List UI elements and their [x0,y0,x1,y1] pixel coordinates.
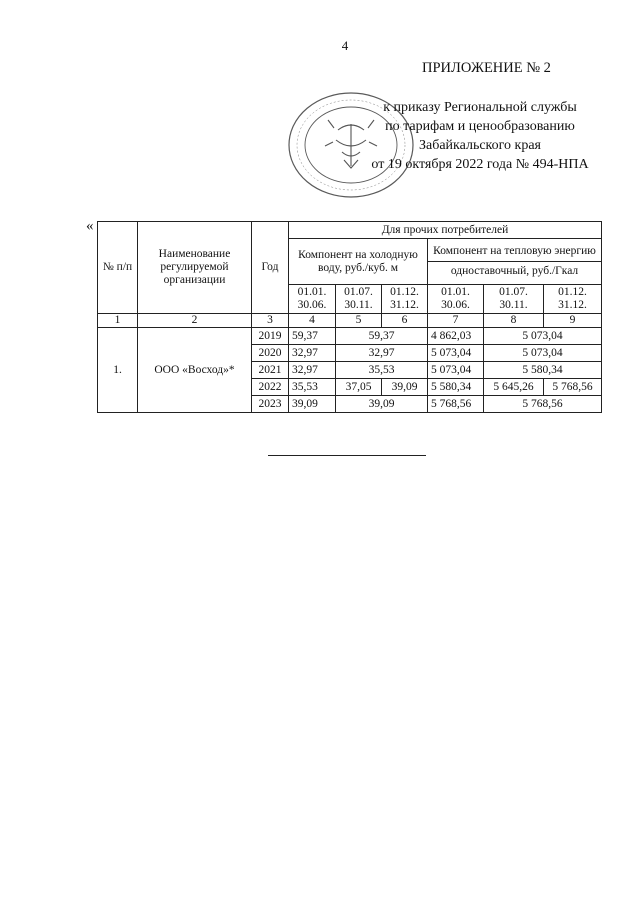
heat-value: 5 768,56 [544,379,602,396]
column-number: 7 [428,314,484,328]
tariff-table [97,221,602,413]
appendix-title: ПРИЛОЖЕНИЕ № 2 [422,60,551,76]
cold-water-value: 39,09 [336,396,428,413]
column-number: 6 [382,314,428,328]
cold-water-value: 32,97 [289,345,336,362]
heat-value: 5 768,56 [428,396,484,413]
column-number: 5 [336,314,382,328]
header-organization: Наименование регулируемой организации [138,222,252,314]
cold-water-value: 37,05 [336,379,382,396]
year-cell: 2021 [252,362,289,379]
header-heat-unit: одноставочный, руб./Гкал [450,265,579,277]
heat-value: 5 073,04 [428,345,484,362]
column-number: 8 [484,314,544,328]
column-number: 9 [544,314,602,328]
cold-water-value: 35,53 [289,379,336,396]
header-cold-water: Компонент на холодную воду, руб./куб. м [289,239,428,285]
heat-value: 5 073,04 [428,362,484,379]
cold-water-value: 32,97 [336,345,428,362]
column-number: 4 [289,314,336,328]
cold-water-value: 35,53 [336,362,428,379]
heat-value: 5 073,04 [484,328,602,345]
closing-rule [268,455,426,456]
table-row [98,328,602,345]
column-number-row [98,314,602,328]
year-cell: 2020 [252,345,289,362]
order-line: по тарифам и ценообразованию [385,119,575,134]
period-cell: 01.12. 31.12. [544,285,602,314]
period-cell: 01.12. 31.12. [382,285,428,314]
header-heat-title: Компонент на тепловую энергию [428,243,601,262]
heat-value: 5 645,26 [484,379,544,396]
heat-value: 5 580,34 [428,379,484,396]
header-num: № п/п [98,222,138,314]
heat-value: 4 862,03 [428,328,484,345]
order-line: к приказу Региональной службы [383,100,577,115]
organization-name: ООО «Восход»* [138,328,252,413]
cold-water-value: 59,37 [336,328,428,345]
column-number: 3 [252,314,289,328]
period-cell: 01.01. 30.06. [428,285,484,314]
page-number: 4 [341,38,349,53]
year-cell: 2023 [252,396,289,413]
heat-value: 5 073,04 [484,345,602,362]
order-line: от 19 октября 2022 года № 494-НПА [371,157,589,172]
cold-water-value: 59,37 [289,328,336,345]
column-number: 1 [98,314,138,328]
year-cell: 2022 [252,379,289,396]
cold-water-value: 32,97 [289,362,336,379]
order-line: Забайкальского края [418,138,541,153]
row-number: 1. [98,328,138,413]
period-cell: 01.07. 30.11. [336,285,382,314]
opening-quote: « [86,218,94,234]
order-reference [370,98,590,174]
header-consumer-group: Для прочих потребителей [289,222,602,239]
heat-value: 5 768,56 [484,396,602,413]
cold-water-value: 39,09 [382,379,428,396]
period-cell: 01.07. 30.11. [484,285,544,314]
year-cell: 2019 [252,328,289,345]
period-cell: 01.01. 30.06. [289,285,336,314]
column-number: 2 [138,314,252,328]
header-heat [428,239,602,285]
header-year: Год [252,222,289,314]
heat-value: 5 580,34 [484,362,602,379]
cold-water-value: 39,09 [289,396,336,413]
